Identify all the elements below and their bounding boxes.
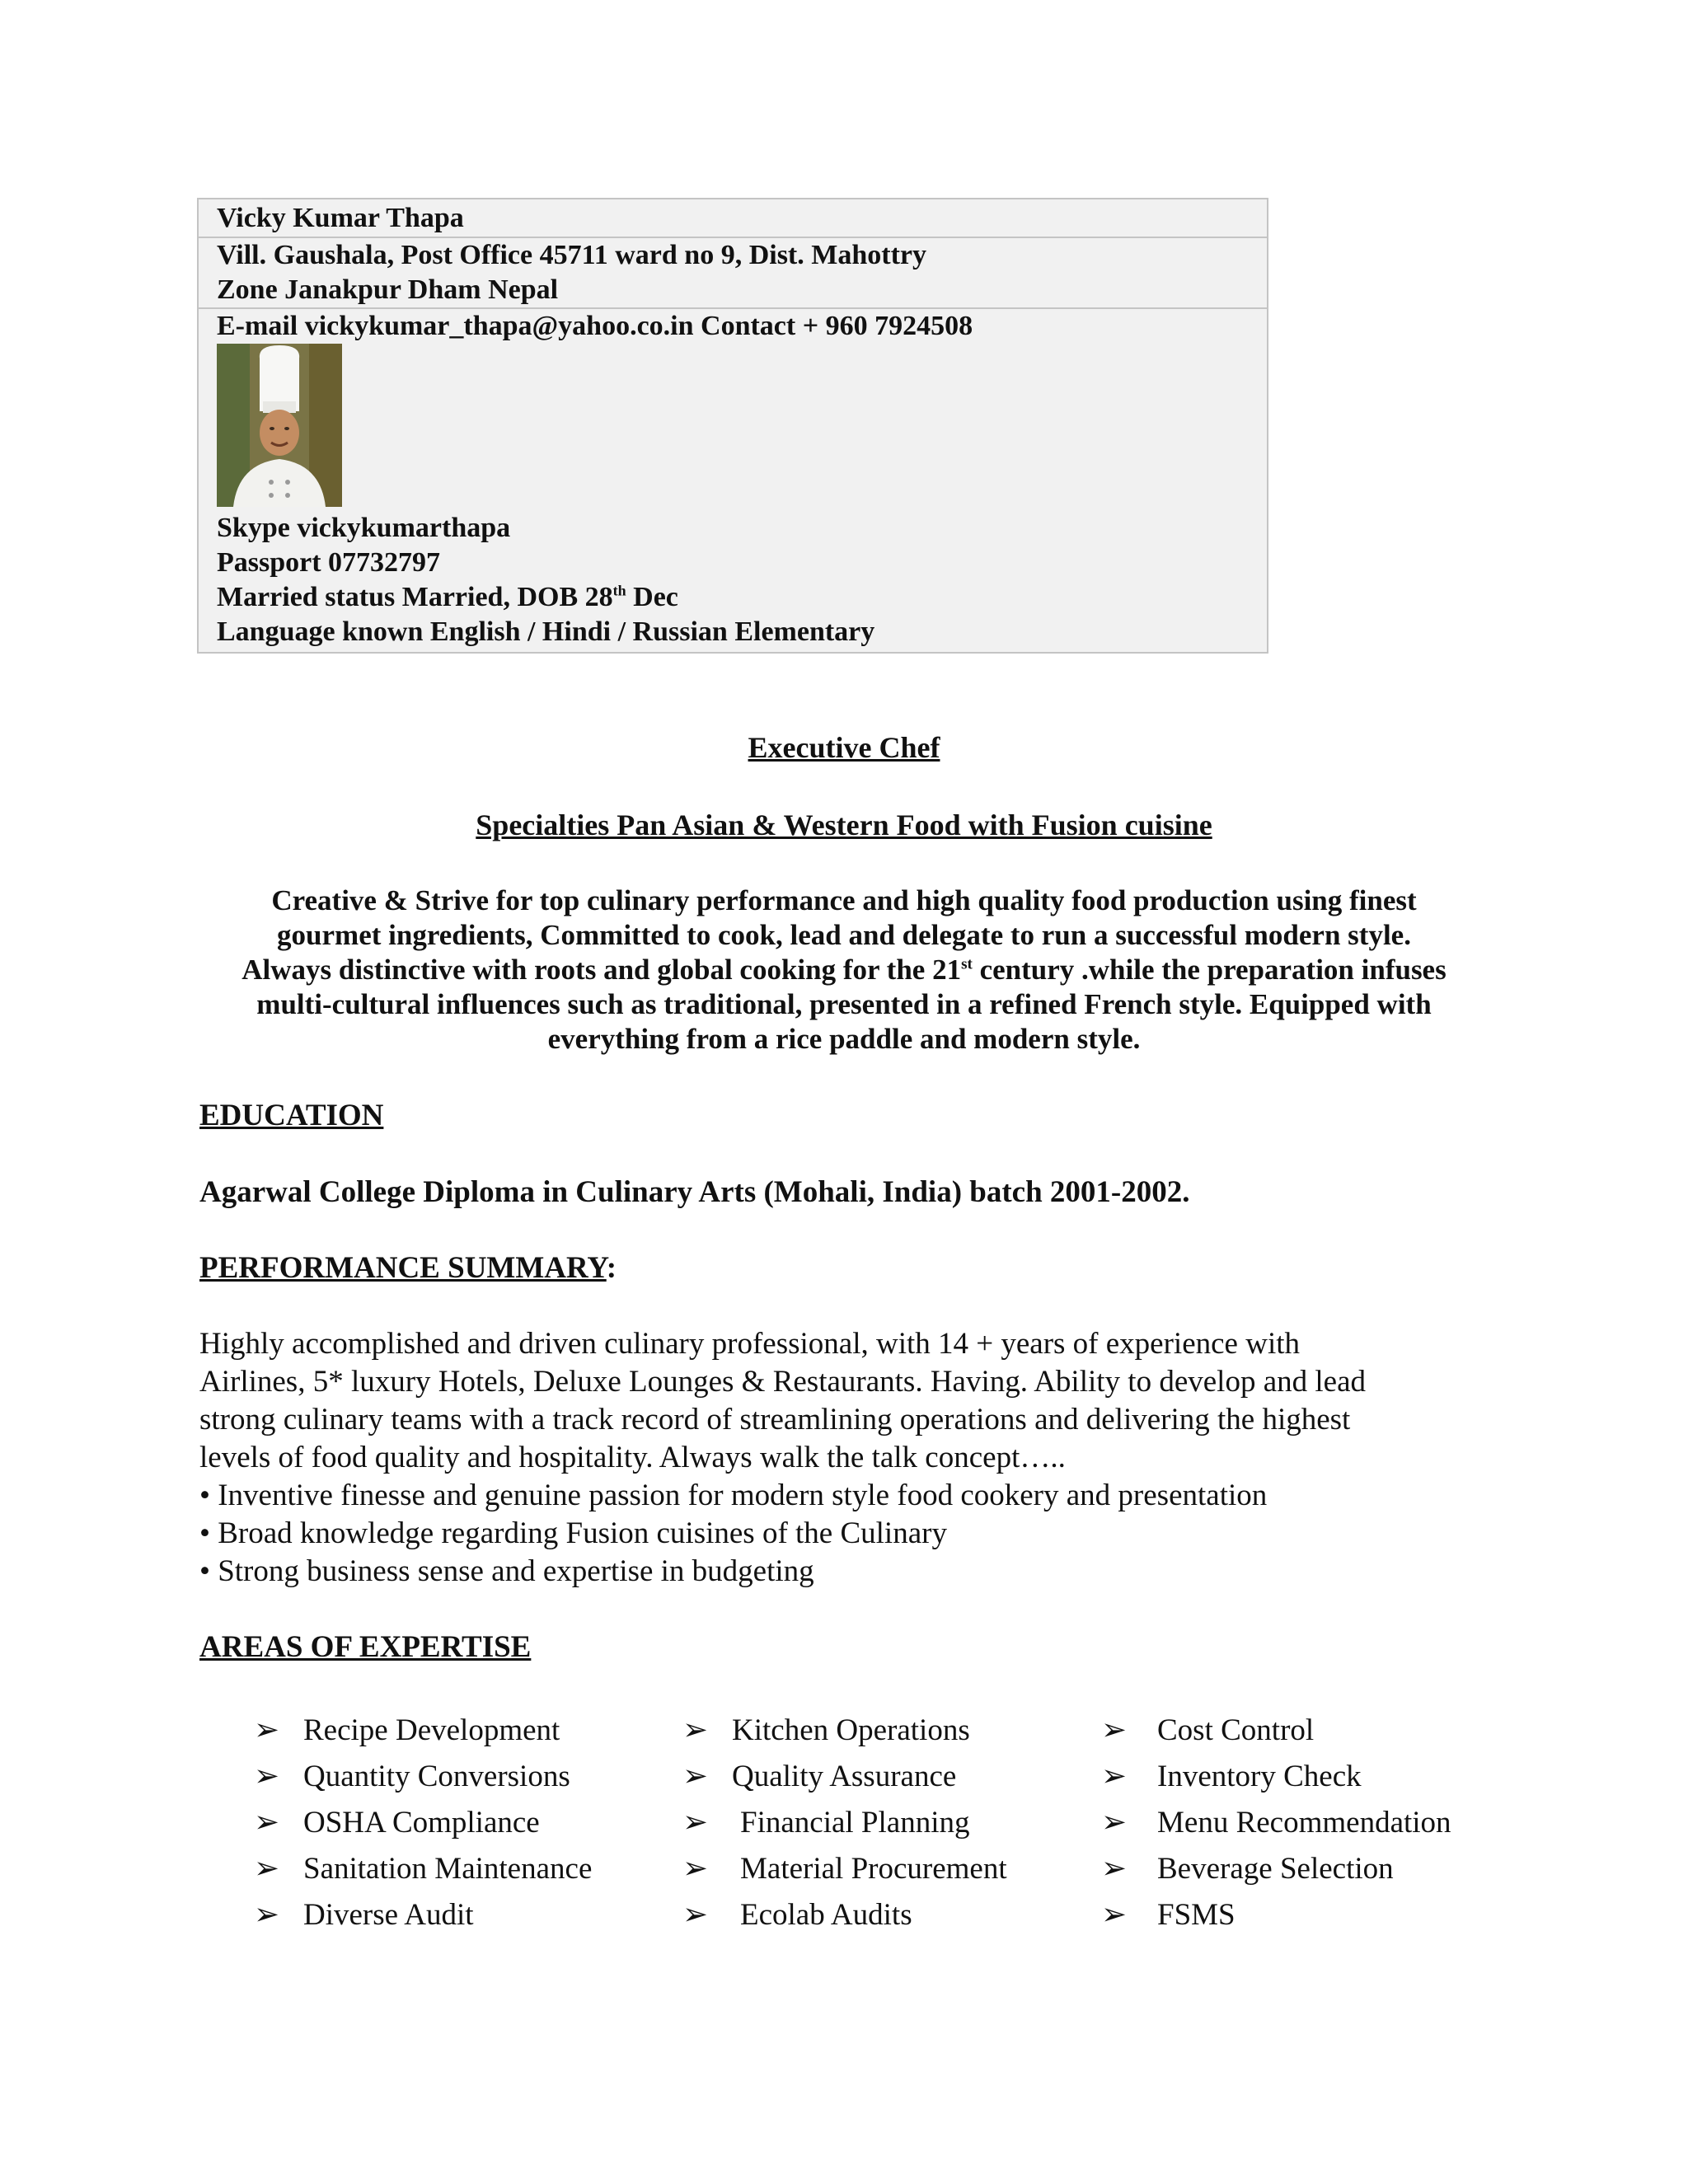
summary-bullet: • Inventive finesse and genuine passion for modern style food cookery and presentation bbox=[199, 1479, 1268, 1512]
expertise-item: ➢ Menu Recommendation bbox=[1101, 1806, 1451, 1840]
expertise-item: ➢ Kitchen Operations bbox=[682, 1713, 970, 1747]
summary-bullet: • Strong business sense and expertise in budgeting bbox=[199, 1554, 814, 1588]
expertise-item: ➢ Diverse Audit bbox=[254, 1898, 474, 1932]
arrow-bullet-icon: ➢ bbox=[1101, 1806, 1128, 1840]
expertise-item: ➢ Financial Planning bbox=[682, 1806, 970, 1840]
expertise-item: ➢ Inventory Check bbox=[1101, 1760, 1362, 1793]
passport-number: Passport 07732797 bbox=[217, 547, 441, 578]
arrow-bullet-icon: ➢ bbox=[254, 1713, 280, 1747]
education-heading: EDUCATION bbox=[199, 1099, 384, 1132]
email-contact: E-mail vickykumar_thapa@yahoo.co.in Contact + 960 7924508 bbox=[217, 311, 973, 341]
expertise-heading: AREAS OF EXPERTISE bbox=[199, 1630, 532, 1664]
summary-line: Highly accomplished and driven culinary professional, with 14 + years of experience with bbox=[199, 1327, 1300, 1361]
expertise-item: ➢ Quality Assurance bbox=[682, 1760, 957, 1793]
address-line-2: Zone Janakpur Dham Nepal bbox=[217, 274, 559, 305]
summary-line: levels of food quality and hospitality. Always walk the talk concept….. bbox=[199, 1441, 1066, 1474]
expertise-item: ➢ Recipe Development bbox=[254, 1713, 560, 1747]
arrow-bullet-icon: ➢ bbox=[682, 1713, 709, 1747]
expertise-item: ➢ Ecolab Audits bbox=[682, 1898, 912, 1932]
applicant-name: Vicky Kumar Thapa bbox=[217, 203, 464, 233]
arrow-bullet-icon: ➢ bbox=[1101, 1898, 1128, 1932]
intro-line-3: Always distinctive with roots and global cooking for the 21st century .while the preparation infuses bbox=[241, 954, 1447, 986]
education-text: Agarwal College Diploma in Culinary Arts (Mohali, India) batch 2001-2002. bbox=[199, 1175, 1190, 1209]
summary-line: Airlines, 5* luxury Hotels, Deluxe Lounges & Restaurants. Having. Ability to develop and lead bbox=[199, 1365, 1366, 1399]
arrow-bullet-icon: ➢ bbox=[1101, 1760, 1128, 1793]
arrow-bullet-icon: ➢ bbox=[682, 1852, 709, 1886]
chef-photo bbox=[217, 344, 342, 507]
skype-id: Skype vickykumarthapa bbox=[217, 513, 511, 543]
expertise-item: ➢ Beverage Selection bbox=[1101, 1852, 1394, 1886]
arrow-bullet-icon: ➢ bbox=[682, 1760, 709, 1793]
performance-heading: PERFORMANCE SUMMARY: bbox=[199, 1251, 617, 1285]
summary-bullet: • Broad knowledge regarding Fusion cuisines of the Culinary bbox=[199, 1516, 947, 1550]
expertise-item: ➢ Quantity Conversions bbox=[254, 1760, 570, 1793]
intro-line-5: everything from a rice paddle and modern style. bbox=[547, 1023, 1141, 1055]
job-title: Executive Chef bbox=[748, 731, 940, 764]
arrow-bullet-icon: ➢ bbox=[254, 1806, 280, 1840]
arrow-bullet-icon: ➢ bbox=[254, 1760, 280, 1793]
summary-line: strong culinary teams with a track record of streamlining operations and delivering the highest bbox=[199, 1403, 1351, 1436]
arrow-bullet-icon: ➢ bbox=[682, 1806, 709, 1840]
arrow-bullet-icon: ➢ bbox=[254, 1852, 280, 1886]
intro-line-2: gourmet ingredients, Committed to cook, lead and delegate to run a successful modern style. bbox=[277, 919, 1411, 951]
arrow-bullet-icon: ➢ bbox=[1101, 1713, 1128, 1747]
expertise-item: ➢ Sanitation Maintenance bbox=[254, 1852, 593, 1886]
expertise-item: ➢ Material Procurement bbox=[682, 1852, 1007, 1886]
chef-portrait-image bbox=[217, 344, 342, 507]
intro-line-1: Creative & Strive for top culinary performance and high quality food production using finest bbox=[271, 884, 1417, 916]
expertise-item: ➢ FSMS bbox=[1101, 1898, 1236, 1932]
arrow-bullet-icon: ➢ bbox=[254, 1898, 280, 1932]
languages-known: Language known English / Hindi / Russian Elementary bbox=[217, 616, 875, 647]
arrow-bullet-icon: ➢ bbox=[682, 1898, 709, 1932]
expertise-item: ➢ OSHA Compliance bbox=[254, 1806, 540, 1840]
expertise-item: ➢ Cost Control bbox=[1101, 1713, 1315, 1747]
specialties: Specialties Pan Asian & Western Food with Fusion cuisine bbox=[476, 808, 1212, 841]
arrow-bullet-icon: ➢ bbox=[1101, 1852, 1128, 1886]
intro-line-4: multi-cultural influences such as traditional, presented in a refined French style. Equipped with bbox=[256, 988, 1432, 1020]
marital-status-dob: Married status Married, DOB 28th Dec bbox=[217, 582, 678, 612]
address-line-1: Vill. Gaushala, Post Office 45711 ward no 9, Dist. Mahottry bbox=[217, 240, 926, 270]
contact-info-box bbox=[197, 198, 1268, 654]
